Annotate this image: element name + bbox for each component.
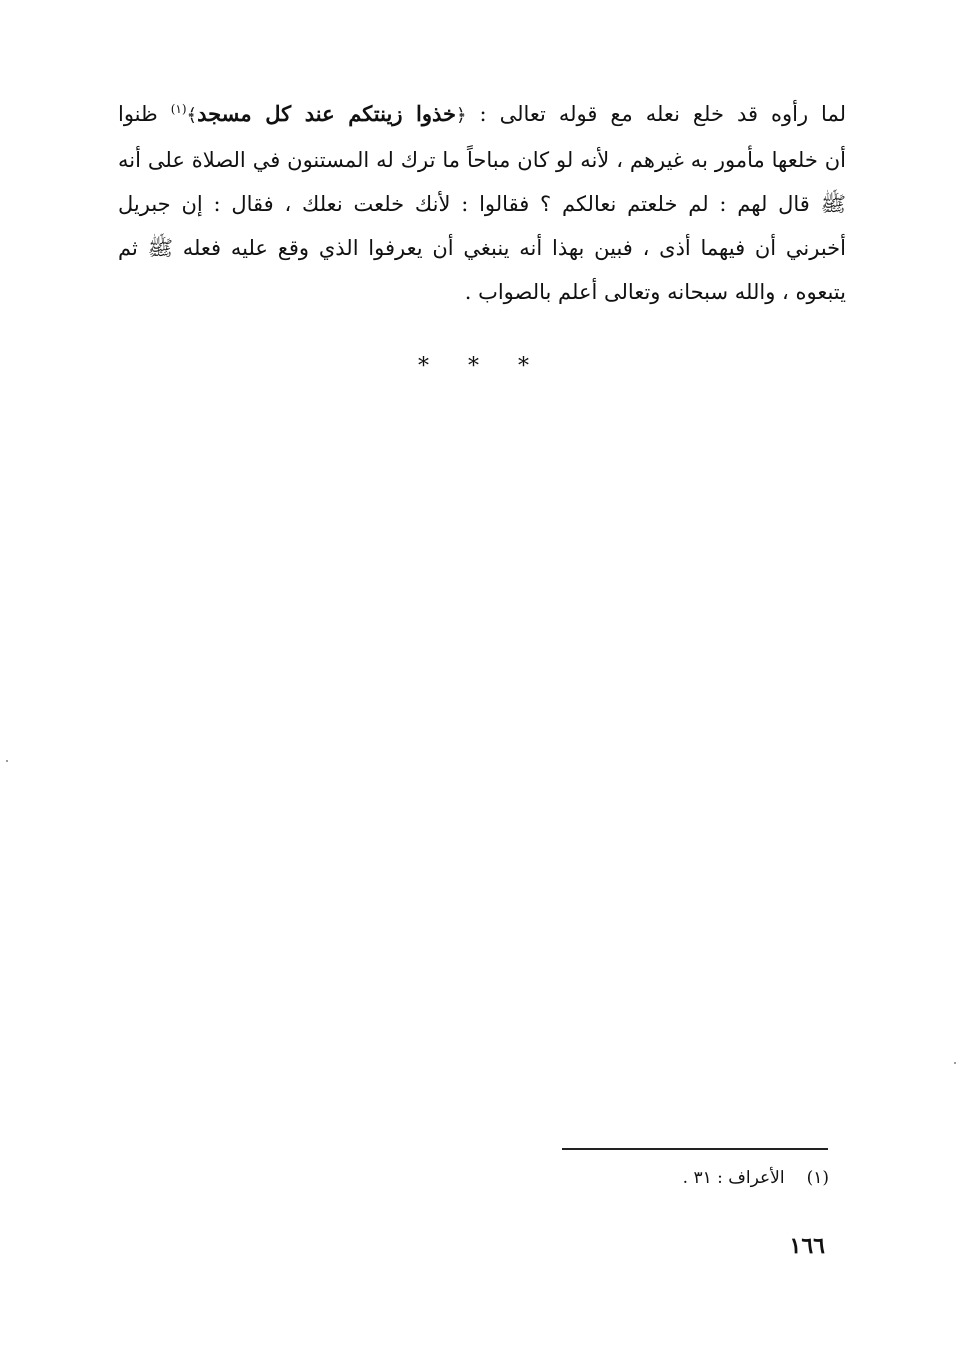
text-line-2: أن خلعها مأمور به غيرهم ، لأنه لو كان مباحاً ما ترك له المستنون في الصلاة على أنه	[118, 148, 846, 172]
text-line-5: يتبعوه ، والله سبحانه وتعالى أعلم بالصواب .	[464, 280, 846, 304]
line1-before: لما رأوه قد خلع نعله مع قوله تعالى :	[466, 102, 846, 126]
line1-after: ظنوا	[118, 102, 171, 126]
page-number: ١٦٦	[789, 1233, 825, 1259]
footnote-reference[interactable]: (١)	[170, 102, 187, 116]
footnote-number: (١)	[806, 1168, 829, 1188]
main-paragraph	[118, 92, 846, 314]
footnote-text: الأعراف : ٣١ .	[682, 1168, 785, 1188]
scan-speck	[6, 760, 8, 762]
text-line-3: ﷺ قال لهم : لم خلعتم نعالكم ؟ فقالوا : لأنك خلعت نعلك ، فقال : إن جبريل	[118, 192, 846, 216]
quran-close-bracket: ﴾	[186, 105, 198, 126]
footnote-divider	[562, 1148, 828, 1150]
text-line-1	[118, 92, 846, 138]
scan-speck	[954, 1062, 956, 1064]
quran-open-bracket: ﴿	[456, 105, 467, 126]
text-line-4: أخبرني أن فيهما أذى ، فبين بهذا أنه ينبغي أن يعرفوا الذي وقع عليه فعله ﷺ ثم	[118, 236, 846, 260]
footnote	[683, 1168, 829, 1188]
quran-verse: خذوا زينتكم عند كل مسجد	[197, 101, 457, 126]
section-separator: * * *	[418, 354, 545, 379]
